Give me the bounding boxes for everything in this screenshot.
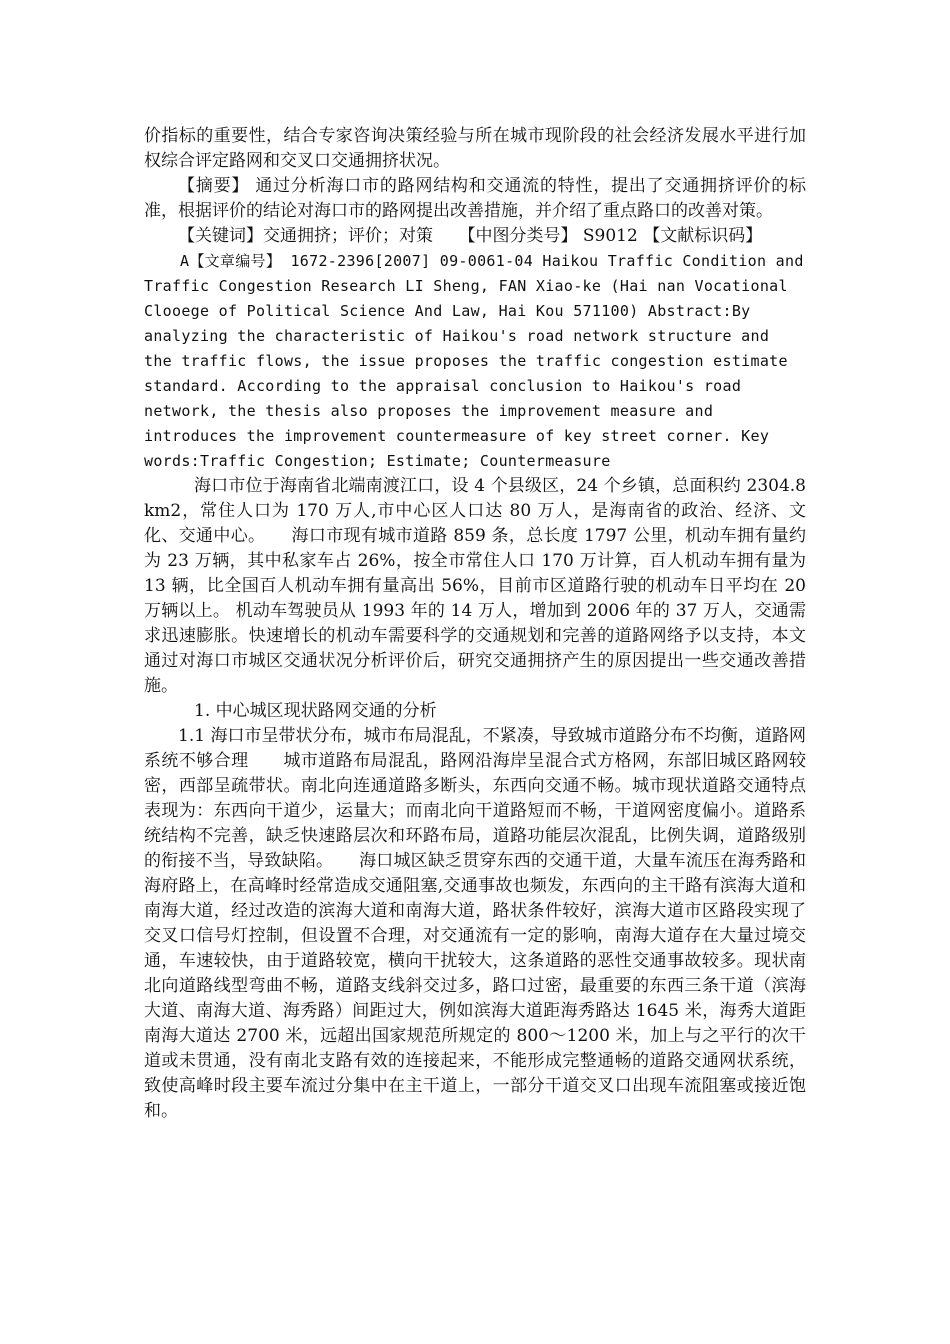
section-heading: 1. 中心城区现状路网交通的分析 [194, 701, 437, 721]
chinese-abstract: 【摘要】 通过分析海口市的路网结构和交通流的特性，提出了交通拥挤评价的标准，根据评价的结论对海口市的路网提出改善措施，并介绍了重点路口的改善对策。 [144, 176, 806, 221]
keywords-line: 【关键词】交通拥挤；评价；对策 【中图分类号】 S9012 【文献标识码】 [178, 226, 763, 246]
document-page [144, 124, 806, 1124]
intro-paragraph: 价指标的重要性，结合专家咨询决策经验与所在城市现阶段的社会经济发展水平进行加权综合评定路网和交叉口交通拥挤状况。 [144, 126, 806, 171]
body-paragraph-2: 1.1 海口市呈带状分布，城市布局混乱，不紧凑，导致城市道路分布不均衡，道路网系统不够合理 城市道路布局混乱，路网沿海岸呈混合式方格网，东部旧城区路网较密，西部呈疏带状。南北向连通道路多断头，东西向交通不畅。城市现状道路交通特点表现为：东西向干道少，运量大；而南北向干道路短而不畅，干道网密度偏小。道路系统结构不完善，缺乏快速路层次和环路布局，道路功能层次混乱，比例失调，道路级别的衔接不当，导致缺陷。 海口城区缺乏贯穿东西的交通干道，大量车流压在海秀路和海府路上，在高峰时经常造成交通阻塞,交通事故也频发，东西向的主干路有滨海大道和南海大道，经过改造的滨海大道和南海大道，路状条件较好，滨海大道市区路段实现了交叉口信号灯控制，但设置不合理，对交通流有一定的影响，南海大道存在大量过境交通，车速较快，由于道路较宽，横向干扰较大，这条道路的恶性交通事故较多。现状南北向道路线型弯曲不畅，道路支线斜交过多，路口过密，最重要的东西三条干道（滨海大道、南海大道、海秀路）间距过大，例如滨海大道距海秀路达 1645 米，海秀大道距南海大道达 2700 米，远超出国家规范所规定的 800～1200 米，加上与之平行的次干道或未贯通，没有南北支路有效的连接起来，不能形成完整通畅的道路交通网状系统，致使高峰时段主要车流过分集中在主干道上，一部分干道交叉口出现车流阻塞或接近饱和。 [144, 726, 806, 1121]
english-abstract: A【文章编号】 1672-2396[2007] 09-0061-04 Haikou Traffic Condition and Traffic Congestion Research LI Sheng, FAN Xiao-ke (Hai nan Vocational Clooege of Political Science And Law, Hai Kou 571100) Abstract:By analyzing the characteristic of Haikou's road network structure and the traffic flows, the issue proposes the traffic congestion estimate standard. According to the appraisal conclusion to Haikou's road network, the thesis also proposes the improvement measure and introduces the improvement countermeasure of key street corner. Key words:Traffic Congestion; Estimate; Countermeasure [144, 252, 804, 470]
body-paragraph-1: 海口市位于海南省北端南渡江口，设 4 个县级区，24 个乡镇，总面积约 2304.8km2，常住人口为 170 万人,市中心区人口达 80 万人，是海南省的政治、经济、文化、交通中心。 海口市现有城市道路 859 条，总长度 1797 公里，机动车拥有量约为 23 万辆，其中私家车占 26%，按全市常住人口 170 万计算，百人机动车拥有量为 13 辆，比全国百人机动车拥有量高出 56%，目前市区道路行驶的机动车日平均在 20 万辆以上。 机动车驾驶员从 1993 年的 14 万人，增加到 2006 年的 37 万人，交通需求迅速膨胀。快速增长的机动车需要科学的交通规划和完善的道路网络予以支持，本文通过对海口市城区交通状况分析评价后，研究交通拥挤产生的原因提出一些交通改善措施。 [144, 476, 806, 696]
